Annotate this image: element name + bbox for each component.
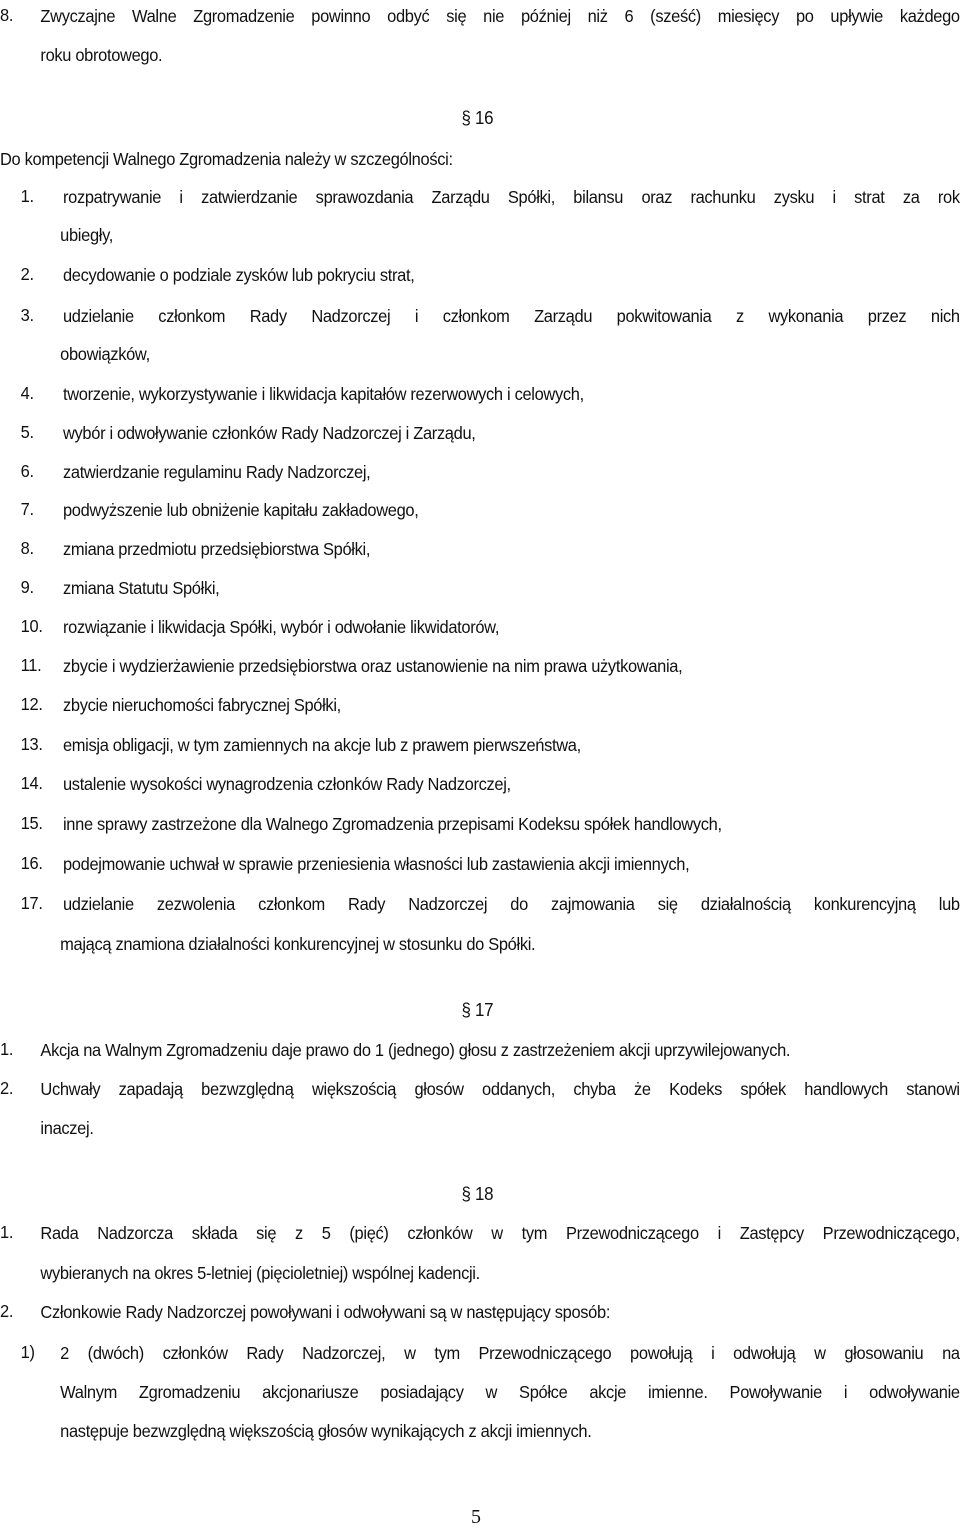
list-number: 1. bbox=[20, 186, 34, 206]
list-number: 15. bbox=[20, 813, 43, 833]
section-intro: Do kompetencji Walnego Zgromadzenia należy w szczególności: bbox=[0, 149, 453, 169]
list-number: 8. bbox=[20, 538, 34, 558]
list-number: 11. bbox=[20, 655, 42, 675]
list-number: 12. bbox=[20, 694, 43, 714]
list-item-text: Członkowie Rady Nadzorczej powoływani i odwoływani są w następujący sposób: bbox=[40, 1302, 611, 1322]
list-number: 1) bbox=[20, 1342, 35, 1362]
section-heading: § 17 bbox=[461, 1000, 494, 1020]
list-number: 10. bbox=[20, 616, 43, 636]
list-item-text: emisja obligacji, w tym zamiennych na akcje lub z prawem pierwszeństwa, bbox=[62, 735, 581, 755]
list-item-text: zbycie nieruchomości fabrycznej Spółki, bbox=[62, 695, 341, 715]
list-item-text: rozpatrywanie i zatwierdzanie sprawozdania Zarządu Spółki, bilansu oraz rachunku zysku i strat za rok bbox=[62, 187, 960, 207]
list-item-text: udzielanie członkom Rady Nadzorczej i członkom Zarządu pokwitowania z wykonania przez nich bbox=[62, 306, 960, 326]
list-number: 6. bbox=[20, 461, 34, 481]
list-number: 14. bbox=[20, 773, 43, 793]
list-item-text: zmiana Statutu Spółki, bbox=[62, 578, 220, 598]
list-item-text: inaczej. bbox=[40, 1118, 94, 1138]
list-number: 3. bbox=[20, 305, 34, 325]
list-item-text: Rada Nadzorcza składa się z 5 (pięć) członków w tym Przewodniczącego i Zastępcy Przewodniczącego, bbox=[40, 1223, 960, 1243]
list-item-text: Walnym Zgromadzeniu akcjonariusze posiadający w Spółce akcje imienne. Powoływanie i odwoływanie bbox=[60, 1382, 960, 1402]
list-item-text: wybór i odwoływanie członków Rady Nadzorczej i Zarządu, bbox=[62, 423, 476, 443]
list-item-text: zatwierdzanie regulaminu Rady Nadzorczej, bbox=[62, 462, 371, 482]
list-number: 5. bbox=[20, 422, 34, 442]
list-number: 7. bbox=[20, 499, 34, 519]
list-item-text: podwyższenie lub obniżenie kapitału zakładowego, bbox=[62, 500, 419, 520]
list-item-text: wybieranych na okres 5-letniej (pięcioletniej) wspólnej kadencji. bbox=[40, 1263, 480, 1283]
list-item-text: ustalenie wysokości wynagrodzenia członków Rady Nadzorczej, bbox=[62, 774, 511, 794]
list-number: 13. bbox=[20, 734, 43, 754]
list-item-text: inne sprawy zastrzeżone dla Walnego Zgromadzenia przepisami Kodeksu spółek handlowych, bbox=[62, 814, 722, 834]
list-item-text: 2 (dwóch) członków Rady Nadzorczej, w tym Przewodniczącego powołują i odwołują w głosowaniu na bbox=[60, 1343, 960, 1363]
list-item-text: decydowanie o podziale zysków lub pokryciu strat, bbox=[62, 265, 415, 285]
list-number: 8. bbox=[0, 5, 14, 25]
list-item-text: mającą znamiona działalności konkurencyjnej w stosunku do Spółki. bbox=[60, 934, 536, 954]
list-number: 9. bbox=[20, 577, 34, 597]
list-number: 4. bbox=[20, 383, 34, 403]
list-number: 2. bbox=[0, 1078, 14, 1098]
list-number: 1. bbox=[0, 1222, 14, 1242]
list-item-text: Zwyczajne Walne Zgromadzenie powinno odbyć się nie później niż 6 (sześć) miesięcy po upływie każdego bbox=[40, 6, 960, 26]
list-item-text: zmiana przedmiotu przedsiębiorstwa Spółki, bbox=[62, 539, 371, 559]
list-item-text: udzielanie zezwolenia członkom Rady Nadzorczej do zajmowania się działalnością konkurencyjną lub bbox=[62, 894, 960, 914]
list-item-text: zbycie i wydzierżawienie przedsiębiorstwa oraz ustanowienie na nim prawa użytkowania, bbox=[62, 656, 683, 676]
list-number: 1. bbox=[0, 1039, 14, 1059]
section-heading: § 18 bbox=[461, 1184, 494, 1204]
list-item-text: tworzenie, wykorzystywanie i likwidacja kapitałów rezerwowych i celowych, bbox=[62, 384, 584, 404]
page-number: 5 bbox=[471, 1506, 481, 1528]
list-number: 17. bbox=[20, 893, 43, 913]
list-item-text: podejmowanie uchwał w sprawie przeniesienia własności lub zastawienia akcji imiennych, bbox=[62, 854, 690, 874]
list-number: 2. bbox=[0, 1301, 14, 1321]
list-number: 2. bbox=[20, 264, 34, 284]
list-number: 16. bbox=[20, 853, 43, 873]
list-item-text: następuje bezwzględną większością głosów wynikających z akcji imiennych. bbox=[60, 1421, 592, 1441]
list-item-text: ubiegły, bbox=[60, 225, 114, 245]
list-item-text: obowiązków, bbox=[60, 344, 150, 364]
list-item-text: Akcja na Walnym Zgromadzeniu daje prawo do 1 (jednego) głosu z zastrzeżeniem akcji uprzywilejowanych. bbox=[40, 1040, 791, 1060]
list-item-text: roku obrotowego. bbox=[40, 45, 163, 65]
list-item-text: rozwiązanie i likwidacja Spółki, wybór i odwołanie likwidatorów, bbox=[62, 617, 500, 637]
list-item-text: Uchwały zapadają bezwzględną większością głosów oddanych, chyba że Kodeks spółek handlowych stanowi bbox=[40, 1079, 960, 1099]
section-heading: § 16 bbox=[461, 108, 494, 128]
